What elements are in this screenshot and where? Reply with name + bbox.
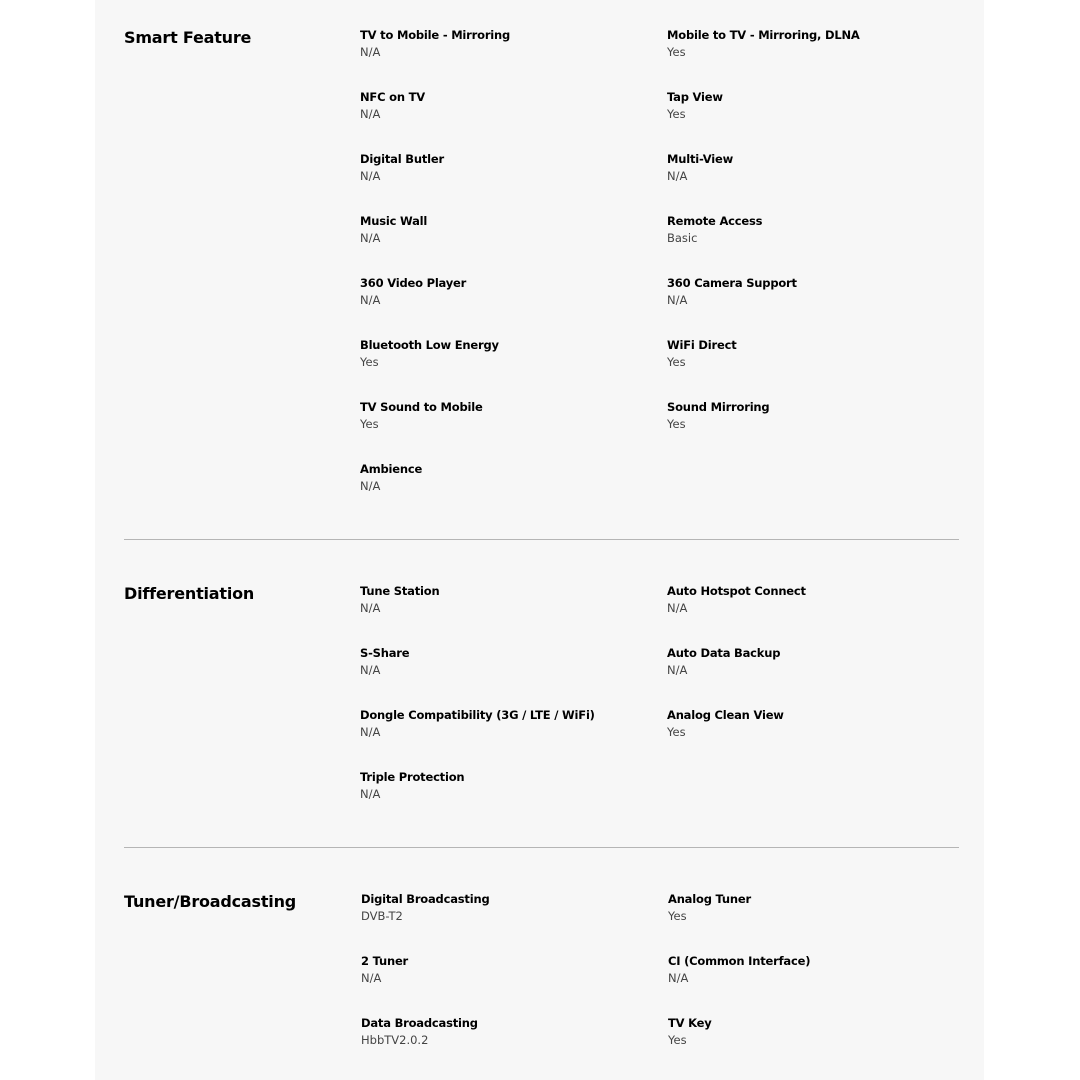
section-title: Smart Feature bbox=[124, 28, 252, 47]
spec-name: Dongle Compatibility (3G / LTE / WiFi) bbox=[360, 708, 595, 722]
spec-item bbox=[668, 954, 958, 986]
spec-item bbox=[361, 954, 651, 986]
spec-item bbox=[667, 214, 957, 246]
spec-name: Mobile to TV - Mirroring, DLNA bbox=[667, 28, 860, 42]
spec-name: Data Broadcasting bbox=[361, 1016, 478, 1030]
spec-value: N/A bbox=[360, 169, 381, 183]
spec-item bbox=[360, 152, 650, 184]
spec-item bbox=[667, 584, 957, 616]
spec-name: TV Sound to Mobile bbox=[360, 400, 483, 414]
spec-name: Music Wall bbox=[360, 214, 428, 228]
spec-item bbox=[668, 1016, 958, 1048]
spec-item bbox=[360, 646, 650, 678]
spec-item bbox=[668, 892, 958, 924]
spec-name: Remote Access bbox=[667, 214, 763, 228]
spec-value: Yes bbox=[667, 107, 686, 121]
spec-value: Yes bbox=[667, 355, 686, 369]
spec-page bbox=[95, 0, 984, 1080]
spec-name: Tap View bbox=[667, 90, 723, 104]
spec-name: Digital Butler bbox=[360, 152, 444, 166]
spec-name: Bluetooth Low Energy bbox=[360, 338, 499, 352]
section-title: Tuner/Broadcasting bbox=[124, 892, 297, 911]
spec-value: N/A bbox=[667, 663, 688, 677]
spec-value: Yes bbox=[360, 355, 379, 369]
spec-item bbox=[667, 90, 957, 122]
spec-name: Triple Protection bbox=[360, 770, 465, 784]
spec-item bbox=[667, 338, 957, 370]
spec-item bbox=[360, 338, 650, 370]
spec-name: Tune Station bbox=[360, 584, 440, 598]
spec-value: N/A bbox=[667, 293, 688, 307]
section-divider bbox=[124, 847, 959, 848]
spec-name: S-Share bbox=[360, 646, 410, 660]
spec-value: Yes bbox=[668, 1033, 687, 1047]
spec-name: Ambience bbox=[360, 462, 423, 476]
spec-item bbox=[667, 708, 957, 740]
spec-name: Analog Clean View bbox=[667, 708, 784, 722]
section-title: Differentiation bbox=[124, 584, 255, 603]
spec-name: CI (Common Interface) bbox=[668, 954, 811, 968]
spec-item bbox=[667, 152, 957, 184]
spec-value: N/A bbox=[360, 107, 381, 121]
spec-value: Basic bbox=[667, 231, 698, 245]
spec-item bbox=[360, 276, 650, 308]
spec-value: N/A bbox=[360, 479, 381, 493]
spec-value: N/A bbox=[360, 787, 381, 801]
spec-name: Auto Hotspot Connect bbox=[667, 584, 806, 598]
spec-name: Digital Broadcasting bbox=[361, 892, 490, 906]
spec-item bbox=[360, 28, 650, 60]
spec-item bbox=[360, 90, 650, 122]
spec-name: Sound Mirroring bbox=[667, 400, 770, 414]
spec-name: 2 Tuner bbox=[361, 954, 409, 968]
spec-item bbox=[667, 646, 957, 678]
spec-value: N/A bbox=[360, 45, 381, 59]
spec-value: Yes bbox=[667, 45, 686, 59]
spec-value: Yes bbox=[667, 417, 686, 431]
spec-item bbox=[360, 462, 650, 494]
spec-item bbox=[360, 708, 650, 740]
spec-item bbox=[667, 28, 957, 60]
spec-item bbox=[667, 400, 957, 432]
spec-item bbox=[667, 276, 957, 308]
spec-value: N/A bbox=[360, 231, 381, 245]
spec-value: N/A bbox=[668, 971, 689, 985]
spec-value: DVB-T2 bbox=[361, 909, 403, 923]
spec-item bbox=[360, 400, 650, 432]
spec-name: TV to Mobile - Mirroring bbox=[360, 28, 511, 42]
section-divider bbox=[124, 539, 959, 540]
spec-value: N/A bbox=[360, 293, 381, 307]
spec-value: N/A bbox=[360, 663, 381, 677]
spec-value: Yes bbox=[667, 725, 686, 739]
spec-name: TV Key bbox=[668, 1016, 712, 1030]
spec-value: N/A bbox=[667, 601, 688, 615]
spec-item bbox=[360, 584, 650, 616]
spec-item bbox=[360, 214, 650, 246]
spec-value: N/A bbox=[361, 971, 382, 985]
spec-item bbox=[361, 892, 651, 924]
spec-name: NFC on TV bbox=[360, 90, 425, 104]
spec-value: HbbTV2.0.2 bbox=[361, 1033, 429, 1047]
spec-value: N/A bbox=[667, 169, 688, 183]
spec-item bbox=[360, 770, 650, 802]
spec-value: N/A bbox=[360, 601, 381, 615]
spec-item bbox=[361, 1016, 651, 1048]
spec-name: Auto Data Backup bbox=[667, 646, 781, 660]
spec-value: Yes bbox=[668, 909, 687, 923]
spec-name: 360 Camera Support bbox=[667, 276, 797, 290]
spec-value: N/A bbox=[360, 725, 381, 739]
spec-name: WiFi Direct bbox=[667, 338, 737, 352]
spec-value: Yes bbox=[360, 417, 379, 431]
spec-name: Multi-View bbox=[667, 152, 734, 166]
spec-name: 360 Video Player bbox=[360, 276, 467, 290]
spec-name: Analog Tuner bbox=[668, 892, 751, 906]
